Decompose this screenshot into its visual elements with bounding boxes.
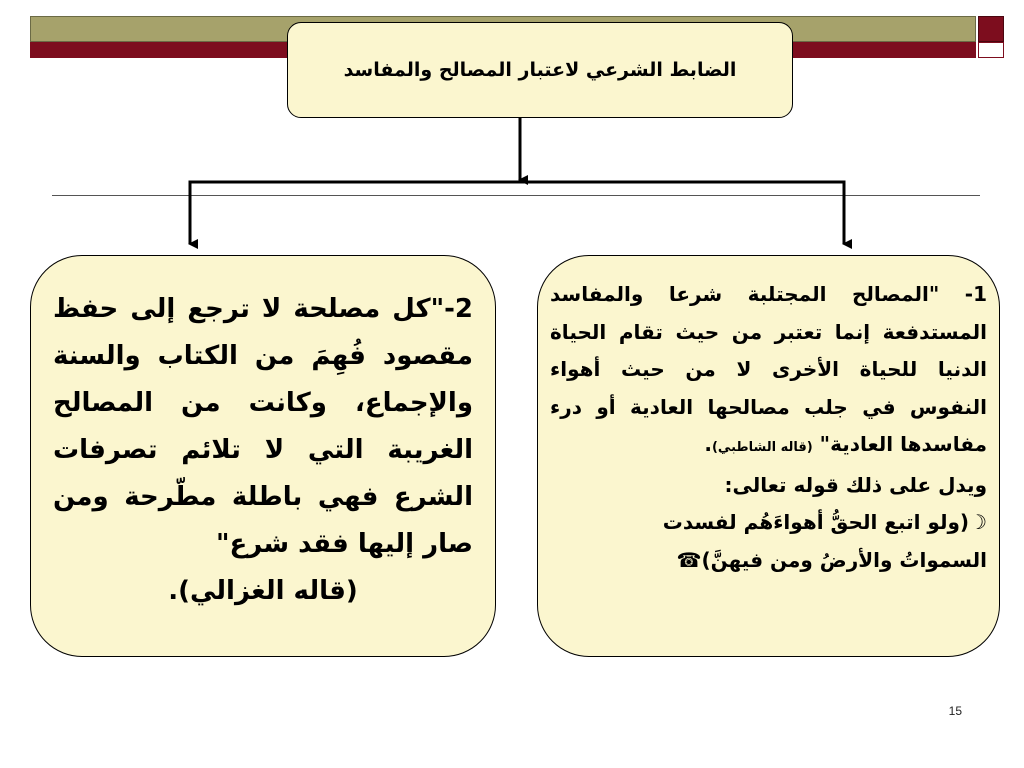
right-card-para2: ويدل على ذلك قوله تعالى: xyxy=(724,472,987,497)
phone-icon: ☎ xyxy=(676,547,702,572)
quote-text-1: (ولو اتبع الحقُّ أهواءَهُم لفسدت xyxy=(662,510,970,534)
right-card-para1-end: . xyxy=(704,432,712,456)
right-card-para1-main: 1- "المصالح المجتلبة شرعا والمفاسد المستدفعة إنما تعتبر من حيث تقام الحياة الدنيا للحياة الأخرى لا من حيث أهواء النفوس في جلب مصالحها العادية أو درء مفاسدها العادية" xyxy=(550,282,987,456)
moon-icon: ☽ xyxy=(969,510,987,534)
branch-connector xyxy=(190,182,844,244)
right-card-para1 xyxy=(550,276,987,467)
right-card-quote-line2 xyxy=(550,542,987,580)
left-card-citation: (قاله الغزالي). xyxy=(168,576,358,606)
horizontal-rule xyxy=(52,195,980,196)
corner-square-white xyxy=(978,42,1004,58)
right-card-quote-line1 xyxy=(550,504,987,542)
page-title: الضابط الشرعي لاعتبار المصالح والمفاسد xyxy=(343,59,737,81)
quote-text-2: السمواتُ والأرضُ ومن فيهنَّ) xyxy=(701,547,987,572)
left-card xyxy=(30,255,496,657)
title-box xyxy=(287,22,793,118)
right-card-citation: (قاله الشاطبي) xyxy=(711,440,813,455)
corner-square-maroon xyxy=(978,16,1004,42)
right-card xyxy=(537,255,1000,657)
page-number: 15 xyxy=(948,704,962,718)
left-card-text: 2-"كل مصلحة لا ترجع إلى حفظ مقصود فُهِمَ من الكتاب والسنة والإجماع، وكانت من المصالح الغريبة التي لا تلائم تصرفات الشرع فهي باطلة مطّرحة ومن صار إليها فقد شرع" xyxy=(53,294,473,559)
